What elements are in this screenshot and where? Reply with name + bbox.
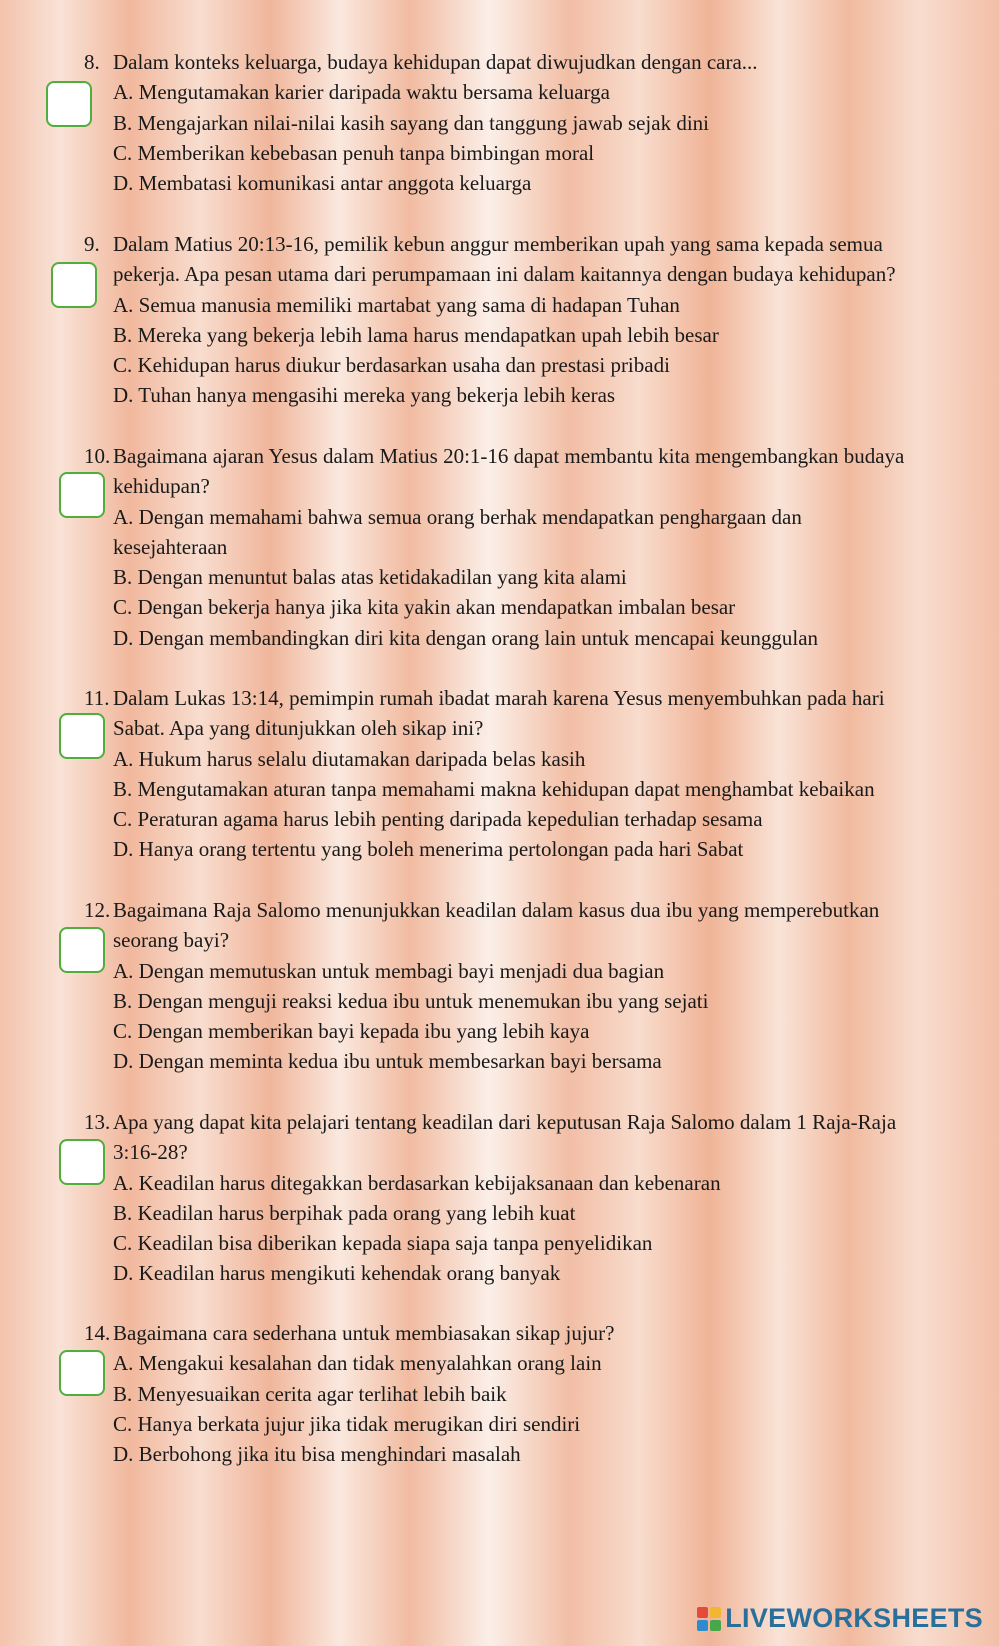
question-number: 9. bbox=[84, 232, 100, 256]
liveworksheets-logo[interactable] bbox=[697, 1603, 983, 1634]
question-stem-line bbox=[84, 1137, 984, 1167]
option-line: C. Keadilan bisa diberikan kepada siapa saja tanpa penyelidikan bbox=[113, 1231, 653, 1256]
question-9 bbox=[84, 229, 984, 411]
question-number: 8. bbox=[84, 50, 100, 74]
option-line: B. Menyesuaikan cerita agar terlihat lebih baik bbox=[113, 1381, 507, 1406]
answer-box-14[interactable] bbox=[59, 1350, 105, 1396]
question-stem-line bbox=[84, 47, 984, 77]
answer-box-11[interactable] bbox=[59, 713, 105, 759]
question-stem-line bbox=[84, 229, 984, 259]
question-stem-text: Bagaimana cara sederhana untuk membiasakan sikap jujur? bbox=[113, 1321, 615, 1345]
option-line: D. Berbohong jika itu bisa menghindari masalah bbox=[113, 1442, 521, 1467]
answer-box-9[interactable] bbox=[51, 262, 97, 308]
option-line: B. Dengan menguji reaksi kedua ibu untuk menemukan ibu yang sejati bbox=[113, 988, 709, 1013]
question-stem-text: 3:16-28? bbox=[113, 1140, 188, 1165]
question-stem-line bbox=[84, 713, 984, 743]
option-line: C. Dengan memberikan bayi kepada ibu yang lebih kaya bbox=[113, 1019, 590, 1044]
question-stem-text: Dalam konteks keluarga, budaya kehidupan dapat diwujudkan dengan cara... bbox=[113, 50, 758, 74]
question-13 bbox=[84, 1107, 984, 1289]
answer-box-8[interactable] bbox=[46, 81, 92, 127]
question-stem-line bbox=[84, 683, 984, 713]
option-line: A. Dengan memahami bahwa semua orang berhak mendapatkan penghargaan dan bbox=[113, 504, 802, 529]
question-10 bbox=[84, 441, 984, 653]
question-11 bbox=[84, 683, 984, 865]
question-stem-line bbox=[84, 1318, 984, 1348]
logo-square-blue bbox=[697, 1620, 708, 1631]
question-stem-line bbox=[84, 259, 984, 289]
option-line: C. Peraturan agama harus lebih penting daripada kepedulian terhadap sesama bbox=[113, 807, 763, 832]
logo-square-green bbox=[710, 1620, 721, 1631]
question-8 bbox=[84, 47, 984, 198]
logo-text: LIVEWORKSHEETS bbox=[725, 1603, 983, 1633]
logo-mark-icon bbox=[697, 1607, 721, 1631]
option-line: B. Dengan menuntut balas atas ketidakadilan yang kita alami bbox=[113, 565, 627, 590]
option-line: D. Keadilan harus mengikuti kehendak orang banyak bbox=[113, 1261, 561, 1286]
option-line: A. Hukum harus selalu diutamakan daripada belas kasih bbox=[113, 746, 586, 771]
question-12 bbox=[84, 895, 984, 1077]
option-line: C. Kehidupan harus diukur berdasarkan usaha dan prestasi pribadi bbox=[113, 353, 670, 378]
option-line: D. Hanya orang tertentu yang boleh menerima pertolongan pada hari Sabat bbox=[113, 837, 744, 862]
logo-square-red bbox=[697, 1607, 708, 1618]
question-number: 13. bbox=[84, 1110, 111, 1134]
question-stem-line bbox=[84, 895, 984, 925]
option-line: A. Mengutamakan karier daripada waktu bersama keluarga bbox=[113, 80, 610, 105]
question-stem-line bbox=[84, 1107, 984, 1137]
answer-box-12[interactable] bbox=[59, 927, 105, 973]
question-stem-text: Bagaimana Raja Salomo menunjukkan keadilan dalam kasus dua ibu yang memperebutkan bbox=[113, 898, 880, 922]
option-line: C. Memberikan kebebasan penuh tanpa bimbingan moral bbox=[113, 140, 595, 165]
option-line: A. Mengakui kesalahan dan tidak menyalahkan orang lain bbox=[113, 1351, 602, 1376]
option-line: D. Dengan meminta kedua ibu untuk membesarkan bayi bersama bbox=[113, 1049, 662, 1074]
answer-box-10[interactable] bbox=[59, 472, 105, 518]
question-number: 11. bbox=[84, 686, 110, 710]
option-line: B. Mengutamakan aturan tanpa memahami makna kehidupan dapat menghambat kebaikan bbox=[113, 776, 875, 801]
logo-square-yellow bbox=[710, 1607, 721, 1618]
option-line: D. Tuhan hanya mengasihi mereka yang bekerja lebih keras bbox=[113, 383, 616, 408]
question-number: 14. bbox=[84, 1321, 111, 1345]
option-line: A. Semua manusia memiliki martabat yang sama di hadapan Tuhan bbox=[113, 292, 680, 317]
question-stem-text: Dalam Matius 20:13-16, pemilik kebun anggur memberikan upah yang sama kepada semua bbox=[113, 232, 883, 256]
option-line: C. Dengan bekerja hanya jika kita yakin akan mendapatkan imbalan besar bbox=[113, 595, 736, 620]
question-14 bbox=[84, 1318, 984, 1469]
question-stem-text: pekerja. Apa pesan utama dari perumpamaan ini dalam kaitannya dengan budaya kehidupan? bbox=[113, 262, 896, 287]
option-line: B. Mereka yang bekerja lebih lama harus mendapatkan upah lebih besar bbox=[113, 322, 719, 347]
option-line: kesejahteraan bbox=[113, 534, 228, 559]
question-stem-text: Sabat. Apa yang ditunjukkan oleh sikap ini? bbox=[113, 716, 484, 741]
question-number: 10. bbox=[84, 444, 111, 468]
question-stem-line bbox=[84, 471, 984, 501]
option-line: D. Dengan membandingkan diri kita dengan orang lain untuk mencapai keunggulan bbox=[113, 625, 819, 650]
question-stem-text: Bagaimana ajaran Yesus dalam Matius 20:1-16 dapat membantu kita mengembangkan budaya bbox=[113, 444, 905, 468]
question-stem-text: seorang bayi? bbox=[113, 928, 230, 953]
option-line: B. Mengajarkan nilai-nilai kasih sayang dan tanggung jawab sejak dini bbox=[113, 110, 710, 135]
question-stem-line bbox=[84, 925, 984, 955]
question-number: 12. bbox=[84, 898, 111, 922]
question-stem-text: Dalam Lukas 13:14, pemimpin rumah ibadat marah karena Yesus menyembuhkan pada hari bbox=[113, 686, 885, 710]
question-stem-text: kehidupan? bbox=[113, 474, 210, 499]
option-line: B. Keadilan harus berpihak pada orang yang lebih kuat bbox=[113, 1200, 576, 1225]
option-line: D. Membatasi komunikasi antar anggota keluarga bbox=[113, 171, 532, 196]
answer-box-13[interactable] bbox=[59, 1139, 105, 1185]
option-line: A. Keadilan harus ditegakkan berdasarkan kebijaksanaan dan kebenaran bbox=[113, 1170, 721, 1195]
question-stem-line bbox=[84, 441, 984, 471]
option-line: C. Hanya berkata jujur jika tidak merugikan diri sendiri bbox=[113, 1411, 581, 1436]
option-line: A. Dengan memutuskan untuk membagi bayi menjadi dua bagian bbox=[113, 958, 665, 983]
question-stem-text: Apa yang dapat kita pelajari tentang keadilan dari keputusan Raja Salomo dalam 1 Raja-Raja bbox=[113, 1110, 897, 1134]
